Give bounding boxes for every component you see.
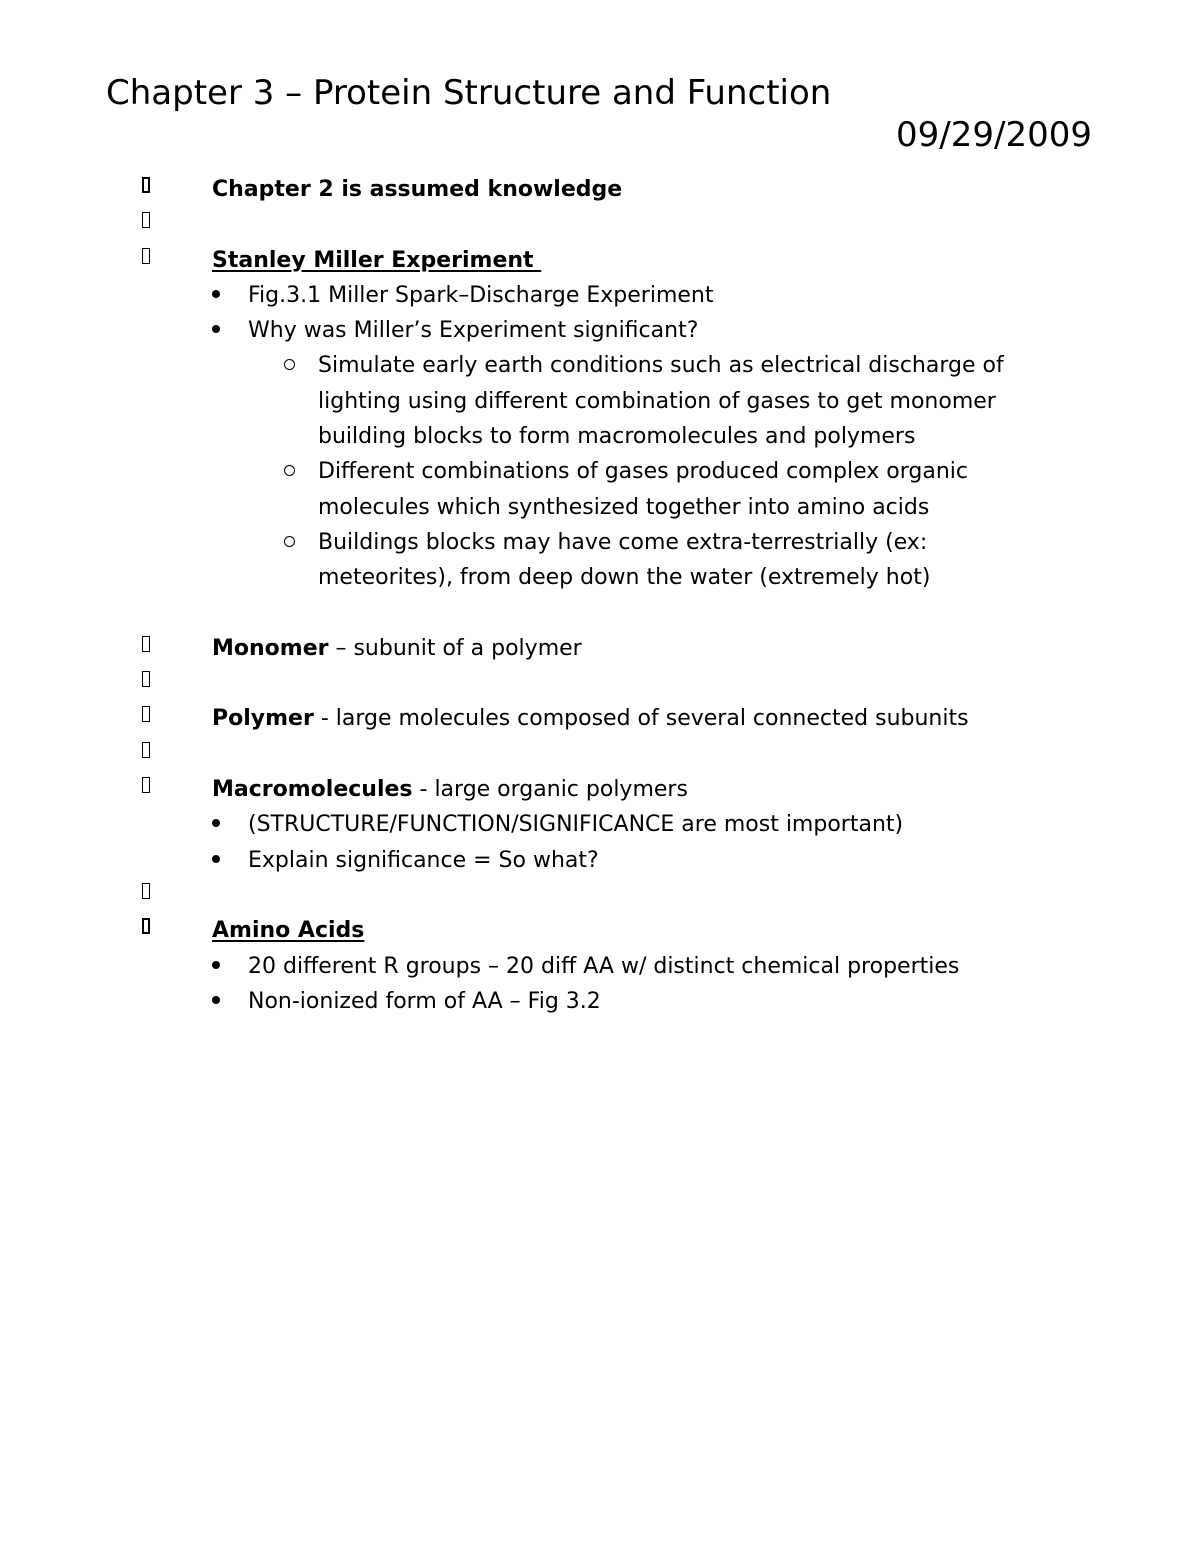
sub-list-item-text: Simulate early earth conditions such as electrical discharge of: [318, 353, 1004, 379]
outline-item: [0, 701, 1200, 736]
term: Polymer: [212, 706, 314, 732]
monomer-definition: [212, 631, 582, 666]
box-bullet-icon: [142, 918, 150, 934]
amino-acids-heading: Amino Acids: [212, 918, 365, 944]
notes-body: [0, 172, 1200, 1019]
outline-item: [0, 913, 1200, 948]
circle-bullet-icon: [284, 536, 295, 547]
list-item: [0, 807, 1200, 842]
sub-list-item-text: Different combinations of gases produced complex organic: [318, 459, 969, 485]
outline-item: [0, 172, 1200, 207]
box-bullet-icon: [142, 883, 150, 899]
sub-list-item-cont: [0, 419, 1200, 454]
list-item: [0, 984, 1200, 1019]
list-item: [0, 313, 1200, 348]
sub-list-item-cont: [0, 560, 1200, 595]
box-bullet-icon: [142, 636, 150, 652]
list-item-text: Explain significance = So what?: [248, 847, 599, 873]
outline-item-empty: [0, 878, 1200, 913]
outline-item-empty: [0, 207, 1200, 242]
macromolecules-definition: [212, 772, 688, 807]
miller-heading: Stanley Miller Experiment: [212, 247, 542, 273]
bullet-icon: [212, 819, 220, 827]
sub-list-item-text: molecules which synthesized together into amino acids: [318, 494, 930, 520]
page-date: 09/29/2009: [896, 115, 1092, 155]
sub-list-item-text: building blocks to form macromolecules and polymers: [318, 424, 916, 450]
blank-line: [0, 596, 1200, 631]
outline-item-empty: [0, 666, 1200, 701]
polymer-definition: [212, 701, 969, 736]
sub-list-item: [0, 348, 1200, 383]
list-item: [0, 843, 1200, 878]
term: Macromolecules: [212, 777, 413, 803]
sub-list-item-text: meteorites), from deep down the water (extremely hot): [318, 565, 931, 591]
definition: - large molecules composed of several connected subunits: [313, 706, 969, 732]
box-bullet-icon: [142, 177, 150, 193]
bullet-icon: [212, 996, 220, 1004]
list-item: [0, 949, 1200, 984]
sub-list-item-cont: [0, 490, 1200, 525]
sub-list-item-cont: [0, 384, 1200, 419]
page-title: Chapter 3 – Protein Structure and Function: [106, 73, 832, 113]
list-item-text: (STRUCTURE/FUNCTION/SIGNIFICANCE are most important): [248, 812, 904, 838]
bullet-icon: [212, 855, 220, 863]
outline-item: [0, 772, 1200, 807]
sub-list-item-text: lighting using different combination of gases to get monomer: [318, 388, 996, 414]
circle-bullet-icon: [284, 359, 295, 370]
box-bullet-icon: [142, 742, 150, 758]
list-item-text: 20 different R groups – 20 diff AA w/ distinct chemical properties: [248, 953, 960, 979]
circle-bullet-icon: [284, 465, 295, 476]
outline-item: [0, 631, 1200, 666]
outline-item: [0, 243, 1200, 278]
list-item-text: Fig.3.1 Miller Spark–Discharge Experiment: [248, 282, 714, 308]
box-bullet-icon: [142, 248, 150, 264]
box-bullet-icon: [142, 706, 150, 722]
assumed-knowledge-label: Chapter 2 is assumed knowledge: [212, 177, 623, 202]
list-item-text: Non-ionized form of AA – Fig 3.2: [248, 988, 601, 1014]
list-item-text: Why was Miller’s Experiment significant?: [248, 318, 699, 344]
bullet-icon: [212, 290, 220, 298]
box-bullet-icon: [142, 777, 150, 793]
sub-list-item-text: Buildings blocks may have come extra-terrestrially (ex:: [318, 529, 928, 555]
box-bullet-icon: [142, 671, 150, 687]
definition: - large organic polymers: [412, 777, 688, 803]
list-item: [0, 278, 1200, 313]
box-bullet-icon: [142, 212, 150, 228]
sub-list-item: [0, 454, 1200, 489]
bullet-icon: [212, 325, 220, 333]
bullet-icon: [212, 961, 220, 969]
definition: – subunit of a polymer: [328, 635, 582, 661]
outline-item-empty: [0, 737, 1200, 772]
term: Monomer: [212, 635, 329, 661]
sub-list-item: [0, 525, 1200, 560]
